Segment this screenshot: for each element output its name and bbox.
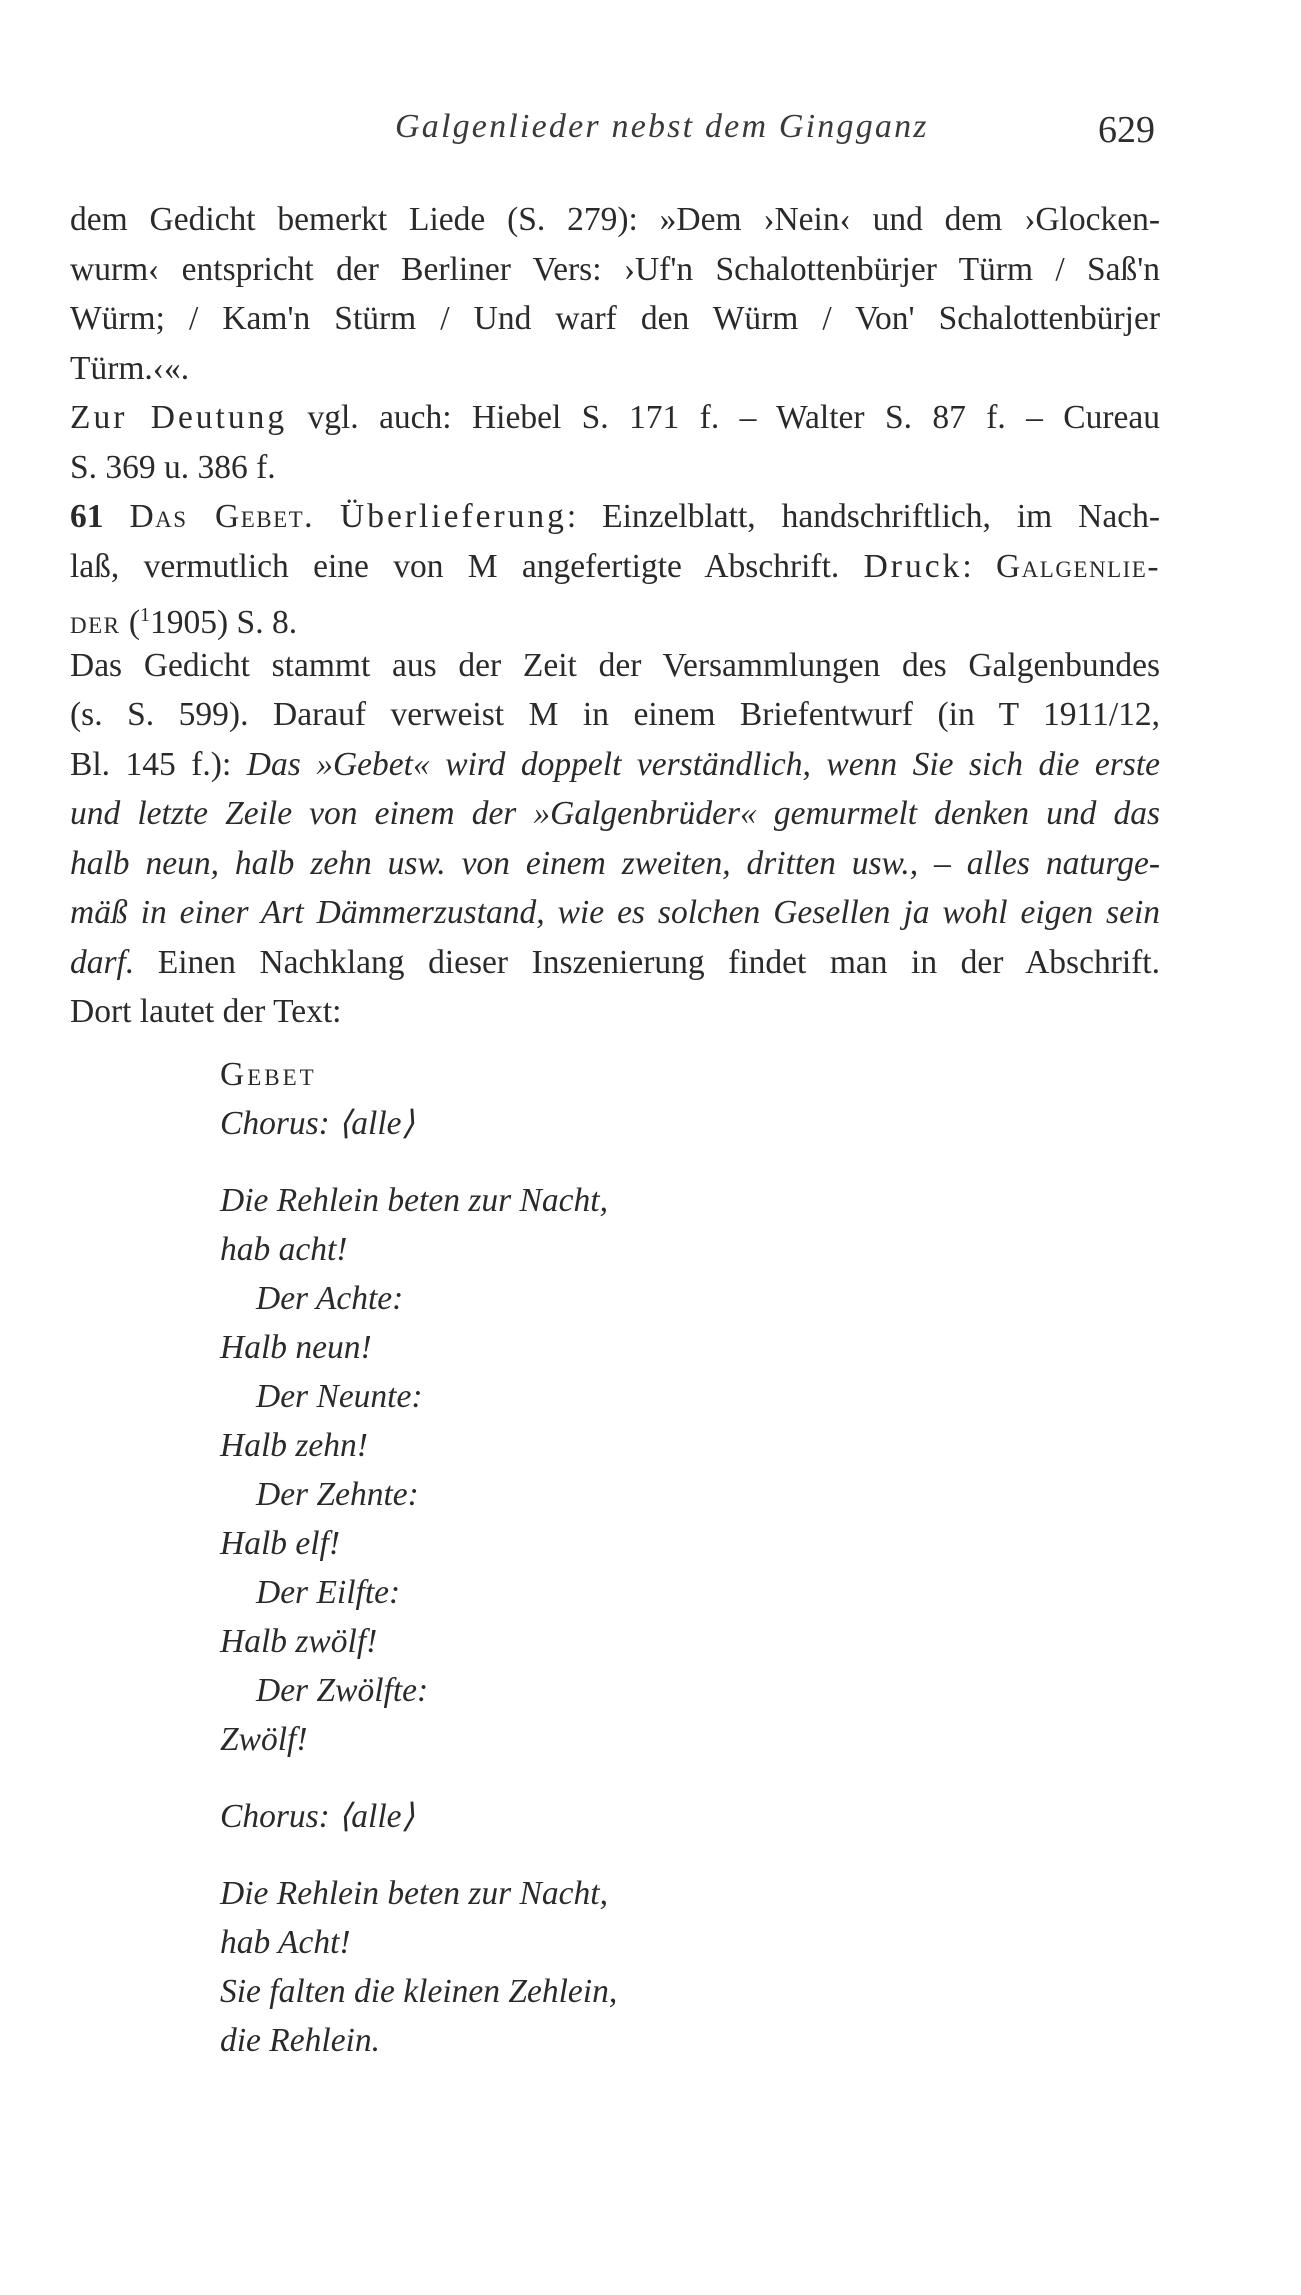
stanza-gap — [220, 1148, 920, 1176]
poem-line: hab acht! — [220, 1231, 348, 1268]
letter-quote-line: und letzte Zeile von einem der »Galgenbrüder« gemurmelt denken und das — [70, 795, 1160, 832]
stanza-gap — [220, 1841, 920, 1869]
poem-speaker: Der Zehnte: — [256, 1476, 419, 1513]
text-line — [70, 740, 1160, 790]
poem-reply: Zwölf! — [220, 1721, 308, 1758]
entry-heading-line — [70, 492, 1160, 542]
poem-speaker: Der Eilfte: — [256, 1574, 401, 1611]
poem-reply: Halb zehn! — [220, 1427, 368, 1464]
stanza-gap — [220, 1764, 920, 1792]
transmission-text: : Einzelblatt, handschriftlich, im Nach- — [566, 498, 1161, 535]
print-title: Galgenlie- — [995, 547, 1161, 585]
text-line — [70, 591, 1160, 641]
poem-line: Die Rehlein beten zur Nacht, — [220, 1182, 608, 1219]
print-label-colon: : — [962, 547, 972, 585]
entry-title: Das Gebet. — [129, 498, 315, 535]
text-continuation: Einen Nachklang dieser Inszenierung findet man in der Abschrift. — [134, 943, 1160, 981]
poem-speaker: Der Neunte: — [256, 1378, 423, 1415]
running-title: Galgenlieder nebst dem Gingganz — [395, 108, 929, 145]
entry-number: 61 — [70, 498, 104, 535]
interpretation-label: Zur Deutung — [70, 399, 288, 436]
transmission-label: Überlieferung — [340, 498, 567, 535]
text-line: dem Gedicht bemerkt Liede (S. 279): »Dem ›Nein‹ und dem ›Glocken- — [70, 201, 1160, 238]
print-year: 1905) S. 8. — [150, 604, 298, 641]
text-line: Dort lautet der Text: — [70, 993, 342, 1030]
poem-line: Die Rehlein beten zur Nacht, — [220, 1875, 608, 1912]
poem-line: Sie falten die kleinen Zehlein, — [220, 1973, 618, 2010]
text-line: (s. S. 599). Darauf verweist M in einem Briefentwurf (in T 1911/12, — [70, 696, 1160, 733]
poem-speaker: Der Achte: — [256, 1280, 404, 1317]
poem-reply: Halb zwölf! — [220, 1623, 378, 1660]
poem-reply: Halb neun! — [220, 1329, 372, 1366]
print-open: ( — [120, 604, 141, 641]
text-line — [70, 938, 1160, 988]
page-header — [395, 108, 1155, 158]
text-line: wurm‹ entspricht der Berliner Vers: ›Uf'n Schalottenbürjer Türm / Saß'n — [70, 250, 1160, 288]
text-line — [70, 542, 1160, 592]
transmission-text-cont: laß, vermutlich eine von M angefertigte Abschrift. — [70, 547, 840, 585]
print-title-cont: der — [70, 604, 121, 641]
interpretation-refs: vgl. auch: Hiebel S. 171 f. – Walter S. 87 f. – Cureau — [287, 399, 1160, 436]
letter-quote-line: halb neun, halb zehn usw. von einem zweiten, dritten usw., – alles naturge- — [70, 844, 1160, 882]
text-line: Das Gedicht stammt aus der Zeit der Versammlungen des Galgenbundes — [70, 646, 1160, 684]
page-number: 629 — [1098, 109, 1155, 151]
letter-ref: Bl. 145 f.): — [70, 745, 247, 783]
text-line — [70, 393, 1160, 443]
poem-reply: Halb elf! — [220, 1525, 341, 1562]
edition-number: 1 — [140, 604, 151, 626]
print-label: Druck — [863, 547, 963, 585]
letter-quote: Das »Gebet« wird doppelt verständlich, wenn Sie sich die erste — [246, 745, 1160, 783]
poem-line: die Rehlein. — [220, 2022, 380, 2059]
commentary-text — [70, 195, 1160, 1037]
poem-block — [220, 1050, 920, 2065]
letter-quote-end: darf. — [70, 943, 135, 981]
poem-chorus: Chorus: ⟨alle⟩ — [220, 1105, 415, 1142]
poem-chorus: Chorus: ⟨alle⟩ — [220, 1798, 415, 1835]
text-line: Würm; / Kam'n Stürm / Und warf den Würm / Von' Schalottenbürjer — [70, 300, 1160, 337]
letter-quote-line: mäß in einer Art Dämmerzustand, wie es solchen Gesellen ja wohl eigen sein — [70, 894, 1160, 931]
text-line: S. 369 u. 386 f. — [70, 448, 276, 486]
poem-title: Gebet — [220, 1056, 317, 1093]
poem-speaker: Der Zwölfte: — [256, 1672, 429, 1709]
text-line: Türm.‹«. — [70, 349, 190, 387]
poem-line: hab Acht! — [220, 1924, 351, 1961]
